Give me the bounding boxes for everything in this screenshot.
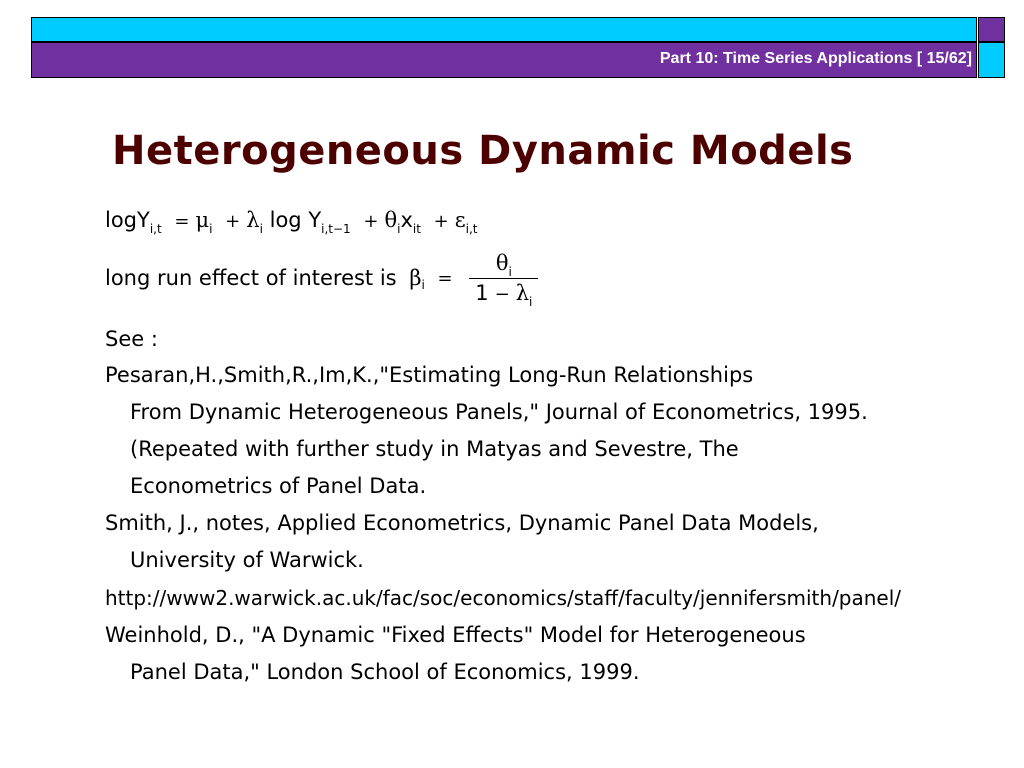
reference-line: Panel Data," London School of Economics, 1999. bbox=[130, 660, 640, 684]
header-band-top bbox=[31, 17, 977, 42]
eq-mu-sub: i bbox=[209, 222, 213, 236]
lr-lambda-sub: i bbox=[529, 295, 533, 309]
eq-plus-1: + bbox=[225, 211, 241, 232]
eq-x-sub: it bbox=[412, 222, 421, 236]
lr-minus: − bbox=[494, 284, 510, 305]
lr-denominator bbox=[469, 279, 538, 309]
eq-x: x bbox=[400, 208, 413, 232]
reference-line: Weinhold, D., "A Dynamic "Fixed Effects" Model for Heterogeneous bbox=[105, 623, 806, 647]
reference-line: Smith, J., notes, Applied Econometrics, Dynamic Panel Data Models, bbox=[105, 511, 819, 535]
eq-Y-lag: Y bbox=[308, 208, 322, 232]
eq-plus-2: + bbox=[363, 211, 379, 232]
lr-one: 1 bbox=[475, 281, 489, 305]
eq-log: log bbox=[105, 208, 138, 232]
model-equation bbox=[105, 208, 478, 236]
eq-theta-sub: i bbox=[397, 222, 401, 236]
lr-theta-sub: i bbox=[508, 265, 512, 279]
lr-theta: θ bbox=[495, 251, 509, 275]
eq-lambda: λ bbox=[246, 208, 260, 232]
long-run-equation bbox=[105, 251, 538, 309]
slide-label: Part 10: Time Series Applications [ 15/62] bbox=[659, 50, 972, 67]
eq-log-2: log bbox=[269, 208, 302, 232]
eq-plus-3: + bbox=[433, 211, 449, 232]
see-label: See : bbox=[105, 327, 158, 351]
eq-eps-sub: i,t bbox=[465, 222, 478, 236]
lr-fraction bbox=[469, 251, 538, 309]
eq-sub-lag: i,t−1 bbox=[321, 222, 351, 236]
eq-mu: μ bbox=[195, 208, 210, 232]
lr-lambda: λ bbox=[515, 281, 530, 305]
slide-title: Heterogeneous Dynamic Models bbox=[112, 128, 854, 174]
lr-beta-sub: i bbox=[421, 277, 425, 292]
lr-beta: β bbox=[409, 266, 422, 290]
header-corner-square bbox=[978, 42, 1005, 78]
header-corner-square-top bbox=[978, 17, 1005, 42]
lr-equals: = bbox=[437, 267, 453, 289]
eq-Y: Y bbox=[137, 208, 150, 232]
lr-numerator bbox=[469, 253, 538, 279]
reference-line: University of Warwick. bbox=[130, 548, 364, 572]
eq-lambda-sub: i bbox=[259, 222, 263, 236]
reference-line: Econometrics of Panel Data. bbox=[130, 474, 427, 498]
eq-equals: = bbox=[174, 211, 190, 232]
reference-line: Pesaran,H.,Smith,R.,Im,K.,"Estimating Long-Run Relationships bbox=[105, 363, 754, 387]
reference-line: From Dynamic Heterogeneous Panels," Journal of Econometrics, 1995. bbox=[130, 400, 868, 424]
reference-url: http://www2.warwick.ac.uk/fac/soc/economics/staff/faculty/jennifersmith/panel/ bbox=[105, 586, 902, 610]
eq-epsilon: ε bbox=[454, 208, 466, 232]
reference-line: (Repeated with further study in Matyas and Sevestre, The bbox=[130, 437, 739, 461]
eq-sub-it: i,t bbox=[149, 222, 162, 236]
long-run-text: long run effect of interest is bbox=[105, 266, 397, 290]
eq-theta: θ bbox=[384, 208, 398, 232]
